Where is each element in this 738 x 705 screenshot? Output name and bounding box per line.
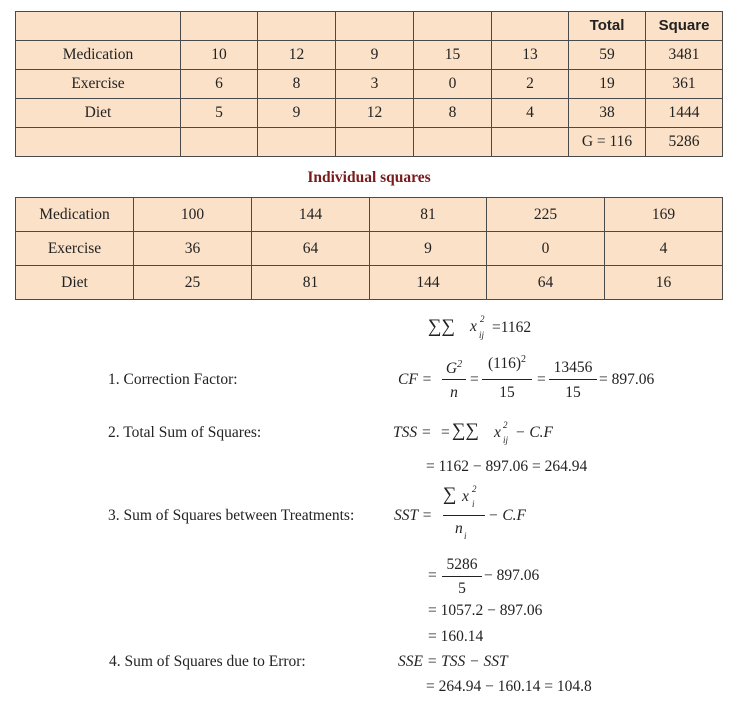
- row-label: Medication: [16, 41, 181, 70]
- table-cell: [336, 128, 414, 157]
- table-cell: 64: [487, 266, 605, 300]
- table-cell: 12: [258, 41, 336, 70]
- double-sum-symbol: ∑∑: [452, 420, 480, 441]
- sum-squares-result: =1162: [492, 319, 532, 336]
- cf-numerator-13456: 13456: [553, 359, 593, 376]
- table-cell: 9: [258, 99, 336, 128]
- step2-label: 2. Total Sum of Squares:: [108, 424, 262, 441]
- sst-denominator: 5: [458, 580, 466, 597]
- cf-lhs: CF =: [398, 371, 433, 388]
- cf-numerator-116: $(116)^2$: [488, 354, 526, 373]
- cf-denominator-n: n: [450, 384, 458, 401]
- table-cell: 16: [605, 266, 723, 300]
- table-cell: 10: [181, 41, 258, 70]
- table-row: [16, 128, 723, 157]
- equals-sign: =: [537, 371, 546, 388]
- sst-line2: = 1057.2 − 897.06: [428, 602, 543, 619]
- table-cell: 15: [414, 41, 492, 70]
- cf-numerator-g: $G^2$: [445, 359, 463, 378]
- table-cell: 81: [252, 266, 370, 300]
- table-cell: 100: [134, 198, 252, 232]
- table-cell: 6: [181, 70, 258, 99]
- table-cell: [181, 128, 258, 157]
- table-cell: 3481: [646, 41, 723, 70]
- table-cell: 0: [414, 70, 492, 99]
- sse-calculation: = 264.94 − 160.14 = 104.8: [426, 678, 592, 695]
- header-cell: [181, 12, 258, 41]
- table-cell: 13: [492, 41, 569, 70]
- header-cell: [414, 12, 492, 41]
- step3-label: 3. Sum of Squares between Treatments:: [108, 507, 355, 524]
- table-cell: 59: [569, 41, 646, 70]
- equals-sign: =: [470, 371, 479, 388]
- superscript-2: 2: [472, 484, 477, 494]
- cf-denominator-15: 15: [565, 384, 581, 401]
- table-cell: 25: [134, 266, 252, 300]
- individual-squares-table: [15, 197, 723, 300]
- step1-label: 1. Correction Factor:: [108, 371, 238, 388]
- table-row: [16, 41, 723, 70]
- table-cell: 8: [258, 70, 336, 99]
- row-label: Diet: [16, 99, 181, 128]
- sst-lhs: SST =: [394, 507, 433, 524]
- equals-sign: =: [441, 424, 450, 441]
- table-cell: [16, 128, 181, 157]
- equals-sign: =: [428, 567, 437, 584]
- table-cell: 9: [370, 232, 487, 266]
- table-cell: 3: [336, 70, 414, 99]
- table-cell: 19: [569, 70, 646, 99]
- row-label: Exercise: [16, 70, 181, 99]
- row-label: Diet: [16, 266, 134, 300]
- table-cell: 2: [492, 70, 569, 99]
- table-cell: 38: [569, 99, 646, 128]
- grand-total-cell: G = 116: [569, 128, 646, 157]
- table-row: [16, 70, 723, 99]
- double-sum-symbol: ∑∑: [428, 316, 456, 337]
- subscript-i: i: [464, 531, 467, 541]
- step4-label: 4. Sum of Squares due to Error:: [109, 653, 306, 670]
- sst-line3: = 160.14: [428, 628, 484, 645]
- subscript-ij: ij: [479, 330, 485, 340]
- subscript-i: i: [472, 499, 475, 509]
- sst-line1-rhs: − 897.06: [484, 567, 540, 584]
- sum-squares-cell: 5286: [646, 128, 723, 157]
- tss-lhs: TSS =: [393, 424, 432, 441]
- fraction-bar: [442, 379, 466, 380]
- totals-table: [15, 11, 723, 157]
- sum-variable: x: [462, 488, 469, 505]
- subscript-ij: ij: [503, 435, 509, 445]
- section-caption: Individual squares: [307, 169, 431, 186]
- sum-symbol: ∑: [443, 484, 457, 505]
- table-cell: 361: [646, 70, 723, 99]
- superscript-2: 2: [480, 314, 485, 324]
- table-cell: 9: [336, 41, 414, 70]
- table-cell: 4: [492, 99, 569, 128]
- table-cell: [414, 128, 492, 157]
- fraction-bar: [482, 379, 532, 380]
- table-cell: 4: [605, 232, 723, 266]
- sse-formula: SSE = TSS − SST: [398, 653, 508, 670]
- table-cell: 0: [487, 232, 605, 266]
- table-cell: [258, 128, 336, 157]
- header-total: Total: [569, 12, 646, 41]
- sum-variable: x: [494, 424, 501, 441]
- table-cell: 1444: [646, 99, 723, 128]
- table-row: [16, 232, 723, 266]
- table-row: [16, 198, 723, 232]
- table-cell: 144: [370, 266, 487, 300]
- header-square: Square: [646, 12, 723, 41]
- sst-denominator-n: n: [455, 520, 463, 537]
- cf-result: = 897.06: [599, 371, 655, 388]
- sst-rhs: − C.F: [488, 507, 527, 524]
- table-cell: 225: [487, 198, 605, 232]
- table-row: [16, 266, 723, 300]
- table-cell: 5: [181, 99, 258, 128]
- fraction-bar: [443, 515, 485, 516]
- header-cell: [492, 12, 569, 41]
- tss-rhs: − C.F: [515, 424, 554, 441]
- sst-numerator: 5286: [446, 556, 478, 573]
- row-label: Exercise: [16, 232, 134, 266]
- table-cell: 64: [252, 232, 370, 266]
- table-header-row: [16, 12, 723, 41]
- fraction-bar: [442, 576, 482, 577]
- table-cell: 169: [605, 198, 723, 232]
- header-cell: [258, 12, 336, 41]
- table-cell: 12: [336, 99, 414, 128]
- superscript-2: 2: [503, 420, 508, 430]
- sum-variable: x: [470, 318, 477, 335]
- table-cell: 81: [370, 198, 487, 232]
- header-cell: [16, 12, 181, 41]
- row-label: Medication: [16, 198, 134, 232]
- table-cell: 8: [414, 99, 492, 128]
- table-row: [16, 99, 723, 128]
- fraction-bar: [549, 379, 597, 380]
- header-cell: [336, 12, 414, 41]
- table-cell: 36: [134, 232, 252, 266]
- table-cell: 144: [252, 198, 370, 232]
- tss-calculation: = 1162 − 897.06 = 264.94: [426, 458, 588, 475]
- cf-denominator-15: 15: [499, 384, 515, 401]
- table-cell: [492, 128, 569, 157]
